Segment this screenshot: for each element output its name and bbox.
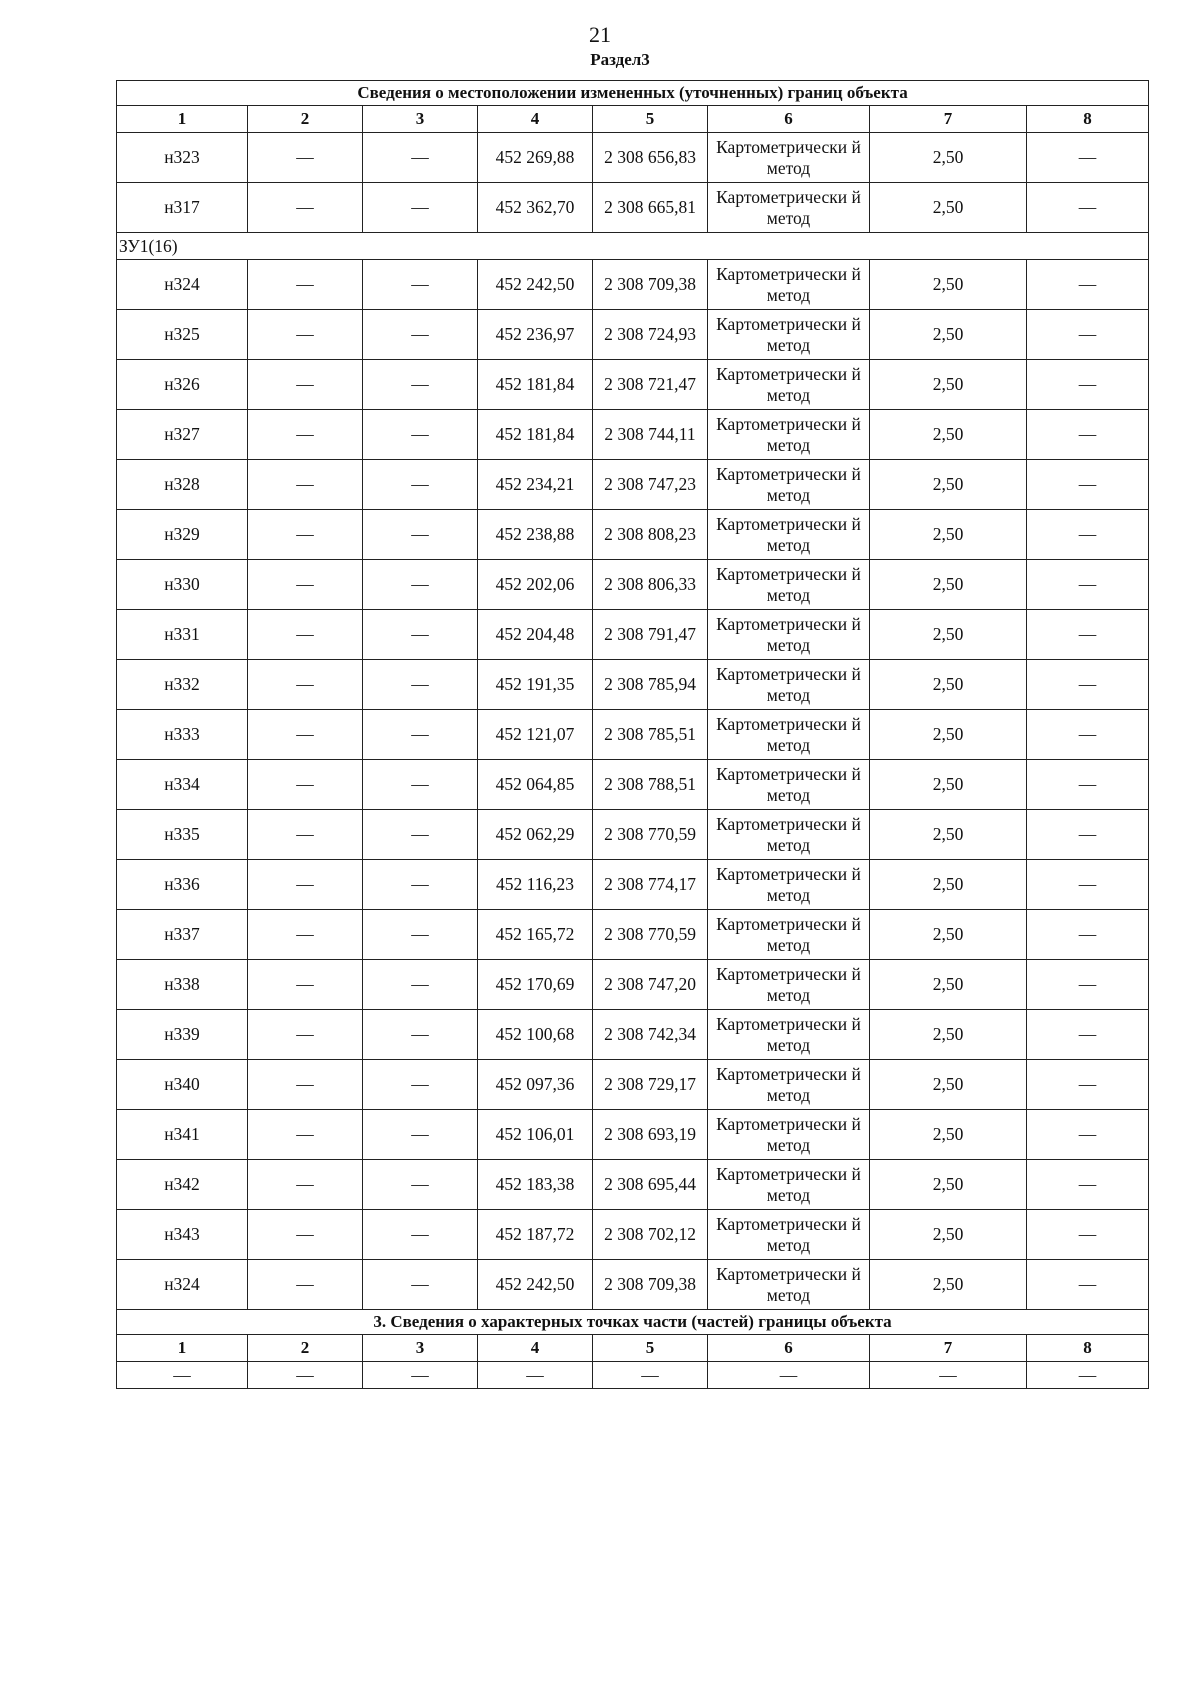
table-cell: 452 242,50 <box>478 1260 593 1310</box>
table-cell: 452 106,01 <box>478 1110 593 1160</box>
column-header: 5 <box>593 106 708 133</box>
table-cell: — <box>248 310 363 360</box>
method-cell: Картометрически й метод <box>708 260 870 310</box>
table-cell: — <box>1027 960 1149 1010</box>
table-cell: 2,50 <box>870 510 1027 560</box>
table-cell: — <box>248 710 363 760</box>
table-cell: — <box>363 960 478 1010</box>
table-cell: — <box>248 183 363 233</box>
table-cell: 452 202,06 <box>478 560 593 610</box>
table-cell: — <box>248 760 363 810</box>
point-name-cell: н317 <box>117 183 248 233</box>
table-cell: — <box>1027 310 1149 360</box>
point-name-cell: н331 <box>117 610 248 660</box>
section3-title-row <box>117 1310 1149 1335</box>
section3-row <box>117 1362 1149 1389</box>
table-cell: 2 308 774,17 <box>593 860 708 910</box>
table-row <box>117 1160 1149 1210</box>
method-cell: Картометрически й метод <box>708 460 870 510</box>
table-cell: — <box>248 610 363 660</box>
table-cell: 2 308 791,47 <box>593 610 708 660</box>
table-cell: 452 064,85 <box>478 760 593 810</box>
column-header: 8 <box>1027 106 1149 133</box>
method-cell: Картометрически й метод <box>708 660 870 710</box>
method-cell: Картометрически й метод <box>708 1260 870 1310</box>
table-cell: — <box>1027 1010 1149 1060</box>
table-cell: 2,50 <box>870 183 1027 233</box>
table-cell: — <box>363 760 478 810</box>
table-cell: 2,50 <box>870 960 1027 1010</box>
table-cell: — <box>1027 910 1149 960</box>
method-cell: Картометрически й метод <box>708 1210 870 1260</box>
table-cell: 2,50 <box>870 1210 1027 1260</box>
method-cell: Картометрически й метод <box>708 133 870 183</box>
table-cell: — <box>1027 860 1149 910</box>
table-row <box>117 260 1149 310</box>
table-cell: — <box>363 810 478 860</box>
table-row <box>117 660 1149 710</box>
table-cell: 452 242,50 <box>478 260 593 310</box>
table-cell: — <box>1027 460 1149 510</box>
method-cell: Картометрически й метод <box>708 760 870 810</box>
table-cell: 2 308 721,47 <box>593 360 708 410</box>
table-cell: — <box>248 960 363 1010</box>
table-cell: 452 097,36 <box>478 1060 593 1110</box>
table-cell: — <box>478 1362 593 1389</box>
table-row <box>117 560 1149 610</box>
point-name-cell: н325 <box>117 310 248 360</box>
column-header: 6 <box>708 106 870 133</box>
table-cell: — <box>248 360 363 410</box>
table-cell: 2,50 <box>870 1010 1027 1060</box>
table-cell: 2 308 770,59 <box>593 810 708 860</box>
table-cell: — <box>1027 133 1149 183</box>
table-row <box>117 610 1149 660</box>
table-cell: — <box>248 860 363 910</box>
table-row <box>117 810 1149 860</box>
table-cell: 2 308 788,51 <box>593 760 708 810</box>
table-row <box>117 183 1149 233</box>
table-cell: — <box>363 360 478 410</box>
table-cell: 2,50 <box>870 460 1027 510</box>
method-cell: Картометрически й метод <box>708 1160 870 1210</box>
method-cell: Картометрически й метод <box>708 910 870 960</box>
table-cell: 2 308 785,94 <box>593 660 708 710</box>
table-cell: — <box>248 810 363 860</box>
point-name-cell: н332 <box>117 660 248 710</box>
table-cell: — <box>248 1260 363 1310</box>
point-name-cell: н329 <box>117 510 248 560</box>
table-row <box>117 1060 1149 1110</box>
table-cell: — <box>248 510 363 560</box>
table-cell: — <box>363 510 478 560</box>
table-title-row <box>117 81 1149 106</box>
table-cell: — <box>248 1160 363 1210</box>
point-name-cell: н323 <box>117 133 248 183</box>
table-title: Сведения о местоположении измененных (уточненных) границ объекта <box>117 81 1149 106</box>
table-cell: — <box>363 710 478 760</box>
table-cell: 2 308 724,93 <box>593 310 708 360</box>
table-cell: — <box>1027 710 1149 760</box>
table-cell: — <box>248 1060 363 1110</box>
table-cell: — <box>363 560 478 610</box>
point-name-cell: н330 <box>117 560 248 610</box>
point-name-cell: н328 <box>117 460 248 510</box>
column-header: 6 <box>708 1335 870 1362</box>
table-cell: — <box>363 410 478 460</box>
table-cell: — <box>248 133 363 183</box>
table-cell: — <box>248 1362 363 1389</box>
column-header-row <box>117 106 1149 133</box>
table-cell: — <box>248 910 363 960</box>
table-cell: — <box>1027 510 1149 560</box>
section3-title: 3. Сведения о характерных точках части (частей) границы объекта <box>117 1310 1149 1335</box>
table-cell: 2 308 665,81 <box>593 183 708 233</box>
column-header: 8 <box>1027 1335 1149 1362</box>
table-cell: — <box>363 1362 478 1389</box>
table-cell: — <box>1027 610 1149 660</box>
table-cell: 2 308 695,44 <box>593 1160 708 1210</box>
table-row <box>117 133 1149 183</box>
table-cell: 2,50 <box>870 710 1027 760</box>
table-cell: — <box>363 1210 478 1260</box>
table-cell: 2 308 729,17 <box>593 1060 708 1110</box>
table-cell: 2,50 <box>870 310 1027 360</box>
boundary-table <box>116 80 1149 1389</box>
point-name-cell: н336 <box>117 860 248 910</box>
table-cell: 452 238,88 <box>478 510 593 560</box>
table-cell: — <box>870 1362 1027 1389</box>
table-cell: 2 308 808,23 <box>593 510 708 560</box>
point-name-cell: н333 <box>117 710 248 760</box>
point-name-cell: н343 <box>117 1210 248 1260</box>
table-cell: 452 362,70 <box>478 183 593 233</box>
table-row <box>117 410 1149 460</box>
table-cell: 452 062,29 <box>478 810 593 860</box>
table-cell: — <box>1027 1160 1149 1210</box>
method-cell: Картометрически й метод <box>708 1060 870 1110</box>
table-cell: — <box>1027 1060 1149 1110</box>
table-cell: 2 308 747,23 <box>593 460 708 510</box>
table-cell: 452 181,84 <box>478 360 593 410</box>
column-header: 3 <box>363 106 478 133</box>
table-cell: — <box>248 1010 363 1060</box>
method-cell: Картометрически й метод <box>708 510 870 560</box>
method-cell: Картометрически й метод <box>708 860 870 910</box>
table-row <box>117 710 1149 760</box>
table-cell: 2,50 <box>870 610 1027 660</box>
table-cell: — <box>1027 1362 1149 1389</box>
point-name-cell: н340 <box>117 1060 248 1110</box>
table-cell: 2 308 656,83 <box>593 133 708 183</box>
point-name-cell: н324 <box>117 1260 248 1310</box>
point-name-cell: н335 <box>117 810 248 860</box>
column-header: 5 <box>593 1335 708 1362</box>
table-cell: 2,50 <box>870 410 1027 460</box>
table-cell: — <box>1027 260 1149 310</box>
column-header: 1 <box>117 106 248 133</box>
table-cell: 452 170,69 <box>478 960 593 1010</box>
table-cell: 452 121,07 <box>478 710 593 760</box>
table-cell: — <box>363 910 478 960</box>
table-cell: 452 183,38 <box>478 1160 593 1210</box>
point-name-cell: н338 <box>117 960 248 1010</box>
table-cell: 2,50 <box>870 660 1027 710</box>
method-cell: Картометрически й метод <box>708 310 870 360</box>
column-header: 4 <box>478 1335 593 1362</box>
table-cell: — <box>363 310 478 360</box>
table-cell: — <box>248 260 363 310</box>
table-cell: 452 191,35 <box>478 660 593 710</box>
table-row <box>117 310 1149 360</box>
table-cell: — <box>248 1210 363 1260</box>
table-cell: — <box>1027 1110 1149 1160</box>
table-cell: — <box>248 410 363 460</box>
rows-group <box>117 260 1149 1310</box>
table-cell: 2 308 709,38 <box>593 260 708 310</box>
method-cell: Картометрически й метод <box>708 610 870 660</box>
table-cell: 452 269,88 <box>478 133 593 183</box>
table-cell: 452 204,48 <box>478 610 593 660</box>
column-header: 7 <box>870 1335 1027 1362</box>
table-cell: 2 308 744,11 <box>593 410 708 460</box>
method-cell: Картометрически й метод <box>708 1110 870 1160</box>
table-row <box>117 510 1149 560</box>
table-cell: — <box>363 1160 478 1210</box>
table-cell: — <box>1027 183 1149 233</box>
table-cell: — <box>1027 1260 1149 1310</box>
method-cell: Картометрически й метод <box>708 1010 870 1060</box>
section3-header-row <box>117 1335 1149 1362</box>
point-name-cell: н326 <box>117 360 248 410</box>
table-row <box>117 1110 1149 1160</box>
table-cell: — <box>363 183 478 233</box>
column-header: 1 <box>117 1335 248 1362</box>
table-cell: — <box>1027 1210 1149 1260</box>
group-label: ЗУ1(16) <box>117 233 1149 260</box>
table-cell: 2,50 <box>870 860 1027 910</box>
table-cell: — <box>363 460 478 510</box>
point-name-cell: н341 <box>117 1110 248 1160</box>
table-cell: — <box>117 1362 248 1389</box>
table-cell: 2 308 785,51 <box>593 710 708 760</box>
method-cell: Картометрически й метод <box>708 560 870 610</box>
table-cell: 2 308 693,19 <box>593 1110 708 1160</box>
table-cell: — <box>363 1060 478 1110</box>
table-cell: — <box>708 1362 870 1389</box>
column-header: 4 <box>478 106 593 133</box>
column-header: 2 <box>248 1335 363 1362</box>
table-cell: — <box>248 660 363 710</box>
method-cell: Картометрически й метод <box>708 710 870 760</box>
table-cell: 2 308 806,33 <box>593 560 708 610</box>
table-cell: 452 116,23 <box>478 860 593 910</box>
table-cell: 452 187,72 <box>478 1210 593 1260</box>
table-cell: 2 308 702,12 <box>593 1210 708 1260</box>
table-cell: 2 308 709,38 <box>593 1260 708 1310</box>
table-row <box>117 860 1149 910</box>
table-row <box>117 960 1149 1010</box>
point-name-cell: н327 <box>117 410 248 460</box>
rows-before-group <box>117 133 1149 233</box>
point-name-cell: н342 <box>117 1160 248 1210</box>
table-cell: — <box>363 610 478 660</box>
table-cell: 452 100,68 <box>478 1010 593 1060</box>
table-row <box>117 910 1149 960</box>
method-cell: Картометрически й метод <box>708 183 870 233</box>
table-cell: — <box>1027 660 1149 710</box>
table-cell: 2,50 <box>870 760 1027 810</box>
table-cell: — <box>1027 360 1149 410</box>
table-cell: 2,50 <box>870 360 1027 410</box>
table-cell: 2,50 <box>870 1160 1027 1210</box>
table-cell: 452 234,21 <box>478 460 593 510</box>
table-cell: 452 236,97 <box>478 310 593 360</box>
section-title: Раздел3 <box>590 50 650 69</box>
table-cell: 452 181,84 <box>478 410 593 460</box>
table-row <box>117 360 1149 410</box>
method-cell: Картометрически й метод <box>708 960 870 1010</box>
table-cell: 452 165,72 <box>478 910 593 960</box>
table-cell: — <box>363 860 478 910</box>
table-cell: — <box>363 260 478 310</box>
table-cell: — <box>1027 760 1149 810</box>
table-row <box>117 760 1149 810</box>
table-cell: — <box>363 1110 478 1160</box>
table-cell: — <box>363 1010 478 1060</box>
table-cell: 2,50 <box>870 560 1027 610</box>
table-cell: — <box>363 133 478 183</box>
table-cell: 2,50 <box>870 1110 1027 1160</box>
column-header: 3 <box>363 1335 478 1362</box>
point-name-cell: н334 <box>117 760 248 810</box>
column-header: 7 <box>870 106 1027 133</box>
table-cell: 2,50 <box>870 1060 1027 1110</box>
table-cell: 2 308 742,34 <box>593 1010 708 1060</box>
point-name-cell: н337 <box>117 910 248 960</box>
table-cell: 2,50 <box>870 133 1027 183</box>
table-cell: — <box>363 660 478 710</box>
table-cell: — <box>248 560 363 610</box>
table-cell: 2,50 <box>870 260 1027 310</box>
table-row <box>117 1010 1149 1060</box>
table-cell: 2,50 <box>870 910 1027 960</box>
point-name-cell: н324 <box>117 260 248 310</box>
table-cell: — <box>363 1260 478 1310</box>
table-cell: 2,50 <box>870 1260 1027 1310</box>
table-row <box>117 1260 1149 1310</box>
table-cell: 2 308 770,59 <box>593 910 708 960</box>
page-number: 21 <box>589 22 611 47</box>
table-cell: — <box>1027 560 1149 610</box>
method-cell: Картометрически й метод <box>708 810 870 860</box>
table-cell: — <box>248 460 363 510</box>
method-cell: Картометрически й метод <box>708 410 870 460</box>
group-label-row <box>117 233 1149 260</box>
table-cell: 2 308 747,20 <box>593 960 708 1010</box>
method-cell: Картометрически й метод <box>708 360 870 410</box>
table-row <box>117 1210 1149 1260</box>
table-cell: — <box>1027 810 1149 860</box>
table-cell: 2,50 <box>870 810 1027 860</box>
table-cell: — <box>593 1362 708 1389</box>
table-cell: — <box>248 1110 363 1160</box>
table-cell: — <box>1027 410 1149 460</box>
table-row <box>117 460 1149 510</box>
column-header: 2 <box>248 106 363 133</box>
point-name-cell: н339 <box>117 1010 248 1060</box>
